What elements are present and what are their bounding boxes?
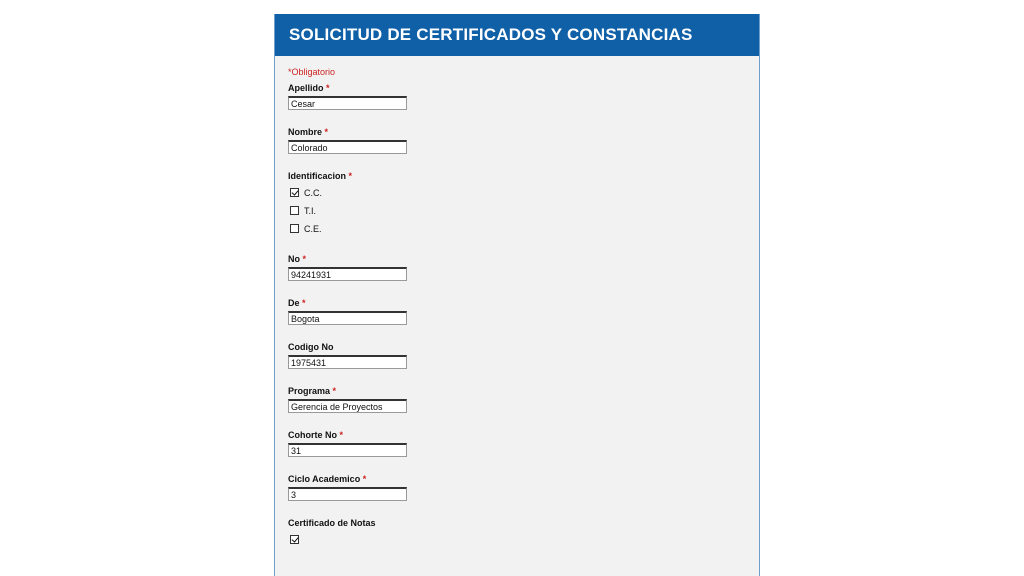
field-cohorte-no	[288, 430, 759, 457]
required-asterisk: *	[362, 474, 367, 484]
apellido-label-text: Apellido	[288, 83, 324, 93]
programa-label-text: Programa	[288, 386, 331, 396]
required-note: *Obligatorio	[288, 67, 336, 77]
identificacion-label-text: Identificacion	[288, 171, 347, 181]
programa-label	[288, 386, 759, 397]
ciclo-academico-input[interactable]	[288, 487, 407, 501]
no-input[interactable]	[288, 267, 407, 281]
option-cc[interactable]	[288, 186, 759, 199]
certificado-notas-checkbox[interactable]	[290, 535, 299, 544]
ti-checkbox[interactable]	[290, 206, 299, 215]
de-input[interactable]	[288, 311, 407, 325]
de-label-text: De	[288, 298, 300, 308]
codigo-no-input[interactable]	[288, 355, 407, 369]
nombre-input[interactable]	[288, 140, 407, 154]
form-body	[275, 56, 759, 546]
nombre-label	[288, 127, 759, 138]
required-asterisk: *	[302, 298, 306, 308]
field-no	[288, 254, 759, 281]
no-label	[288, 254, 759, 265]
cohorte-no-input[interactable]	[288, 443, 407, 457]
field-de	[288, 298, 759, 325]
form-panel	[274, 14, 760, 576]
codigo-no-label-text: Codigo No	[288, 342, 334, 352]
field-codigo-no	[288, 342, 759, 369]
field-ciclo-academico	[288, 474, 759, 501]
field-identificacion	[288, 171, 759, 235]
field-programa	[288, 386, 759, 413]
cohorte-no-label-text: Cohorte No	[288, 430, 337, 440]
nombre-label-text: Nombre	[288, 127, 323, 137]
field-apellido	[288, 83, 759, 110]
codigo-no-label	[288, 342, 759, 353]
programa-input[interactable]	[288, 399, 407, 413]
form-title: SOLICITUD DE CERTIFICADOS Y CONSTANCIAS	[275, 14, 759, 56]
apellido-label	[288, 83, 759, 94]
field-certificado-notas	[288, 518, 759, 546]
certificado-notas-option[interactable]	[288, 533, 759, 546]
identificacion-label	[288, 171, 759, 182]
ti-label: T.I.	[304, 205, 317, 216]
cohorte-no-label	[288, 430, 759, 441]
option-ce[interactable]	[288, 222, 759, 235]
certificado-notas-label: Certificado de Notas	[288, 518, 376, 528]
option-ti[interactable]	[288, 204, 759, 217]
required-asterisk: *	[332, 386, 337, 396]
apellido-input[interactable]	[288, 96, 407, 110]
cc-label: C.C.	[304, 187, 322, 198]
required-asterisk: *	[324, 127, 329, 137]
required-asterisk: *	[302, 254, 307, 264]
required-asterisk: *	[348, 171, 353, 181]
ce-label: C.E.	[304, 223, 322, 234]
field-nombre	[288, 127, 759, 154]
cc-checkbox[interactable]	[290, 188, 299, 197]
no-label-text: No	[288, 254, 300, 264]
de-label	[288, 298, 759, 309]
ce-checkbox[interactable]	[290, 224, 299, 233]
required-asterisk: *	[326, 83, 330, 93]
ciclo-academico-label	[288, 474, 759, 485]
required-asterisk: *	[339, 430, 344, 440]
ciclo-academico-label-text: Ciclo Academico	[288, 474, 361, 484]
